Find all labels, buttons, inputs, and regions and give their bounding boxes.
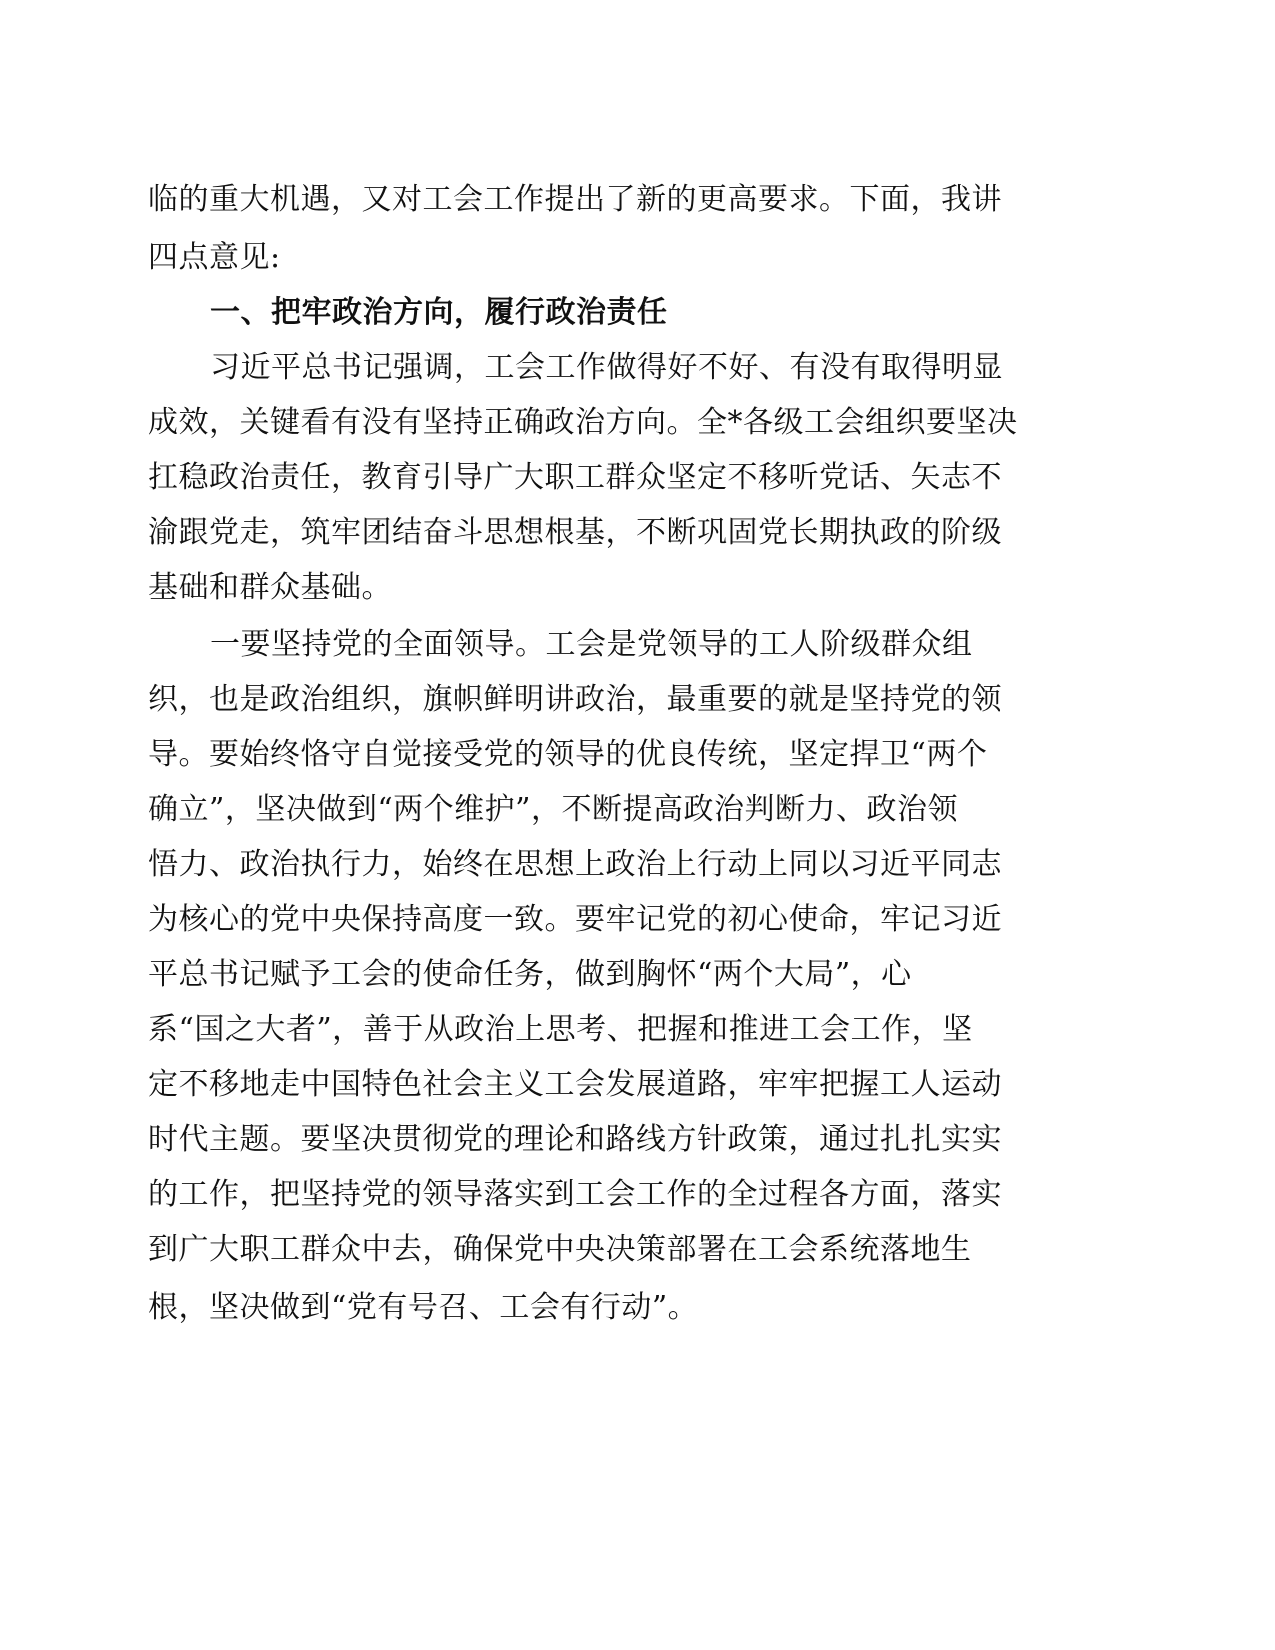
paragraph-line: 基础和群众基础。 (148, 570, 392, 605)
paragraph-line: 扛稳政治责任，教育引导广大职工群众坚定不移听党话、矢志不 (148, 460, 1002, 495)
paragraph-line: 平总书记赋予工会的使命任务，做到胸怀“两个大局”，心 (148, 957, 912, 992)
paragraph-line: 导。要始终恪守自觉接受党的领导的优良传统，坚定捍卫“两个 (148, 737, 988, 772)
paragraph-line: 的工作，把坚持党的领导落实到工会工作的全过程各方面，落实 (148, 1177, 1002, 1212)
paragraph-line: 确立”，坚决做到“两个维护”，不断提高政治判断力、政治领 (148, 792, 959, 827)
paragraph-line: 定不移地走中国特色社会主义工会发展道路，牢牢把握工人运动 (148, 1067, 1002, 1102)
paragraph-line: 织，也是政治组织，旗帜鲜明讲政治，最重要的就是坚持党的领 (148, 682, 1002, 717)
paragraph-line: 根，坚决做到“党有号召、工会有行动”。 (148, 1290, 699, 1325)
paragraph-line: 到广大职工群众中去，确保党中央决策部署在工会系统落地生 (148, 1232, 972, 1267)
paragraph-line: 悟力、政治执行力，始终在思想上政治上行动上同以习近平同志 (148, 847, 1002, 882)
paragraph-line: 习近平总书记强调，工会工作做得好不好、有没有取得明显 (210, 350, 1003, 385)
section-heading: 一、把牢政治方向，履行政治责任 (210, 295, 668, 330)
paragraph-line: 时代主题。要坚决贯彻党的理论和路线方针政策，通过扎扎实实 (148, 1122, 1002, 1157)
paragraph-line: 系“国之大者”，善于从政治上思考、把握和推进工会工作，坚 (148, 1012, 973, 1047)
intro-line: 四点意见: (148, 240, 281, 275)
paragraph-line: 渝跟党走，筑牢团结奋斗思想根基，不断巩固党长期执政的阶级 (148, 515, 1002, 550)
paragraph-line: 一要坚持党的全面领导。工会是党领导的工人阶级群众组 (210, 627, 973, 662)
paragraph-line: 为核心的党中央保持高度一致。要牢记党的初心使命，牢记习近 (148, 902, 1002, 937)
paragraph-line: 成效，关键看有没有坚持正确政治方向。全*各级工会组织要坚决 (148, 405, 1018, 440)
intro-line: 临的重大机遇，又对工会工作提出了新的更高要求。下面，我讲 (148, 182, 1002, 217)
